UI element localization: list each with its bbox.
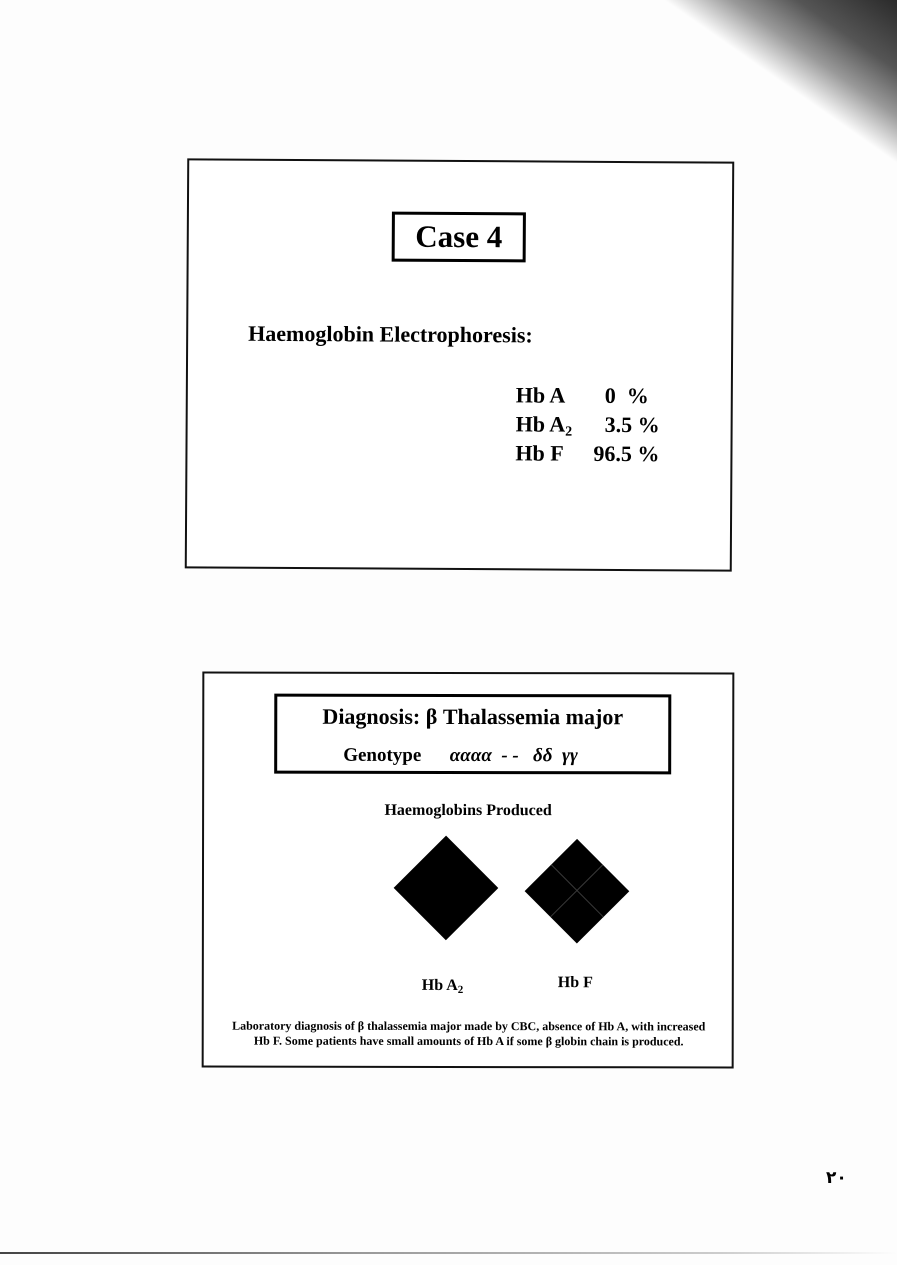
- electrophoresis-results: [515, 382, 716, 470]
- result-row-hbf: [515, 440, 715, 470]
- page-bottom-edge: [0, 1252, 897, 1254]
- hb-f-label: Hb F: [557, 974, 593, 992]
- case-slide: [185, 158, 734, 571]
- result-label: Hb F: [515, 440, 564, 466]
- hb-a2-label: Hb $A_2$: [421, 976, 464, 996]
- case-title: Case 4: [392, 212, 526, 263]
- result-value: 0 %: [593, 382, 649, 409]
- haemoglobins-produced-heading: Haemoglobins Produced: [384, 801, 552, 820]
- page-number: ٢٠: [826, 1168, 847, 1188]
- result-value: 96.5 %: [593, 440, 660, 467]
- genotype-line: [343, 745, 578, 767]
- result-row-hba: [516, 382, 716, 412]
- result-label: Hb $A_2$: [515, 411, 573, 440]
- result-row-hba2: [516, 411, 716, 441]
- result-label: Hb A: [515, 382, 566, 408]
- result-value: 3.5 %: [593, 411, 660, 438]
- hb-f-diamond-icon: [525, 839, 630, 944]
- hb-a2-diamond-icon: [394, 836, 499, 941]
- diagnosis-slide: [202, 672, 735, 1069]
- laboratory-diagnosis-note: Laboratory diagnosis of β thalassemia major made by CBC, absence of Hb A, with increased Hb F. Some patients have small amounts of Hb A if some β globin chain is produced.: [232, 1018, 706, 1049]
- diagnosis-box: [274, 694, 671, 775]
- diagnosis-title: Diagnosis: β Thalassemia major: [322, 703, 624, 730]
- genotype-value: αααα - - δδ γγ: [449, 744, 578, 767]
- genotype-label: Genotype: [343, 744, 422, 766]
- electrophoresis-heading: Haemoglobin Electrophoresis:: [248, 320, 533, 348]
